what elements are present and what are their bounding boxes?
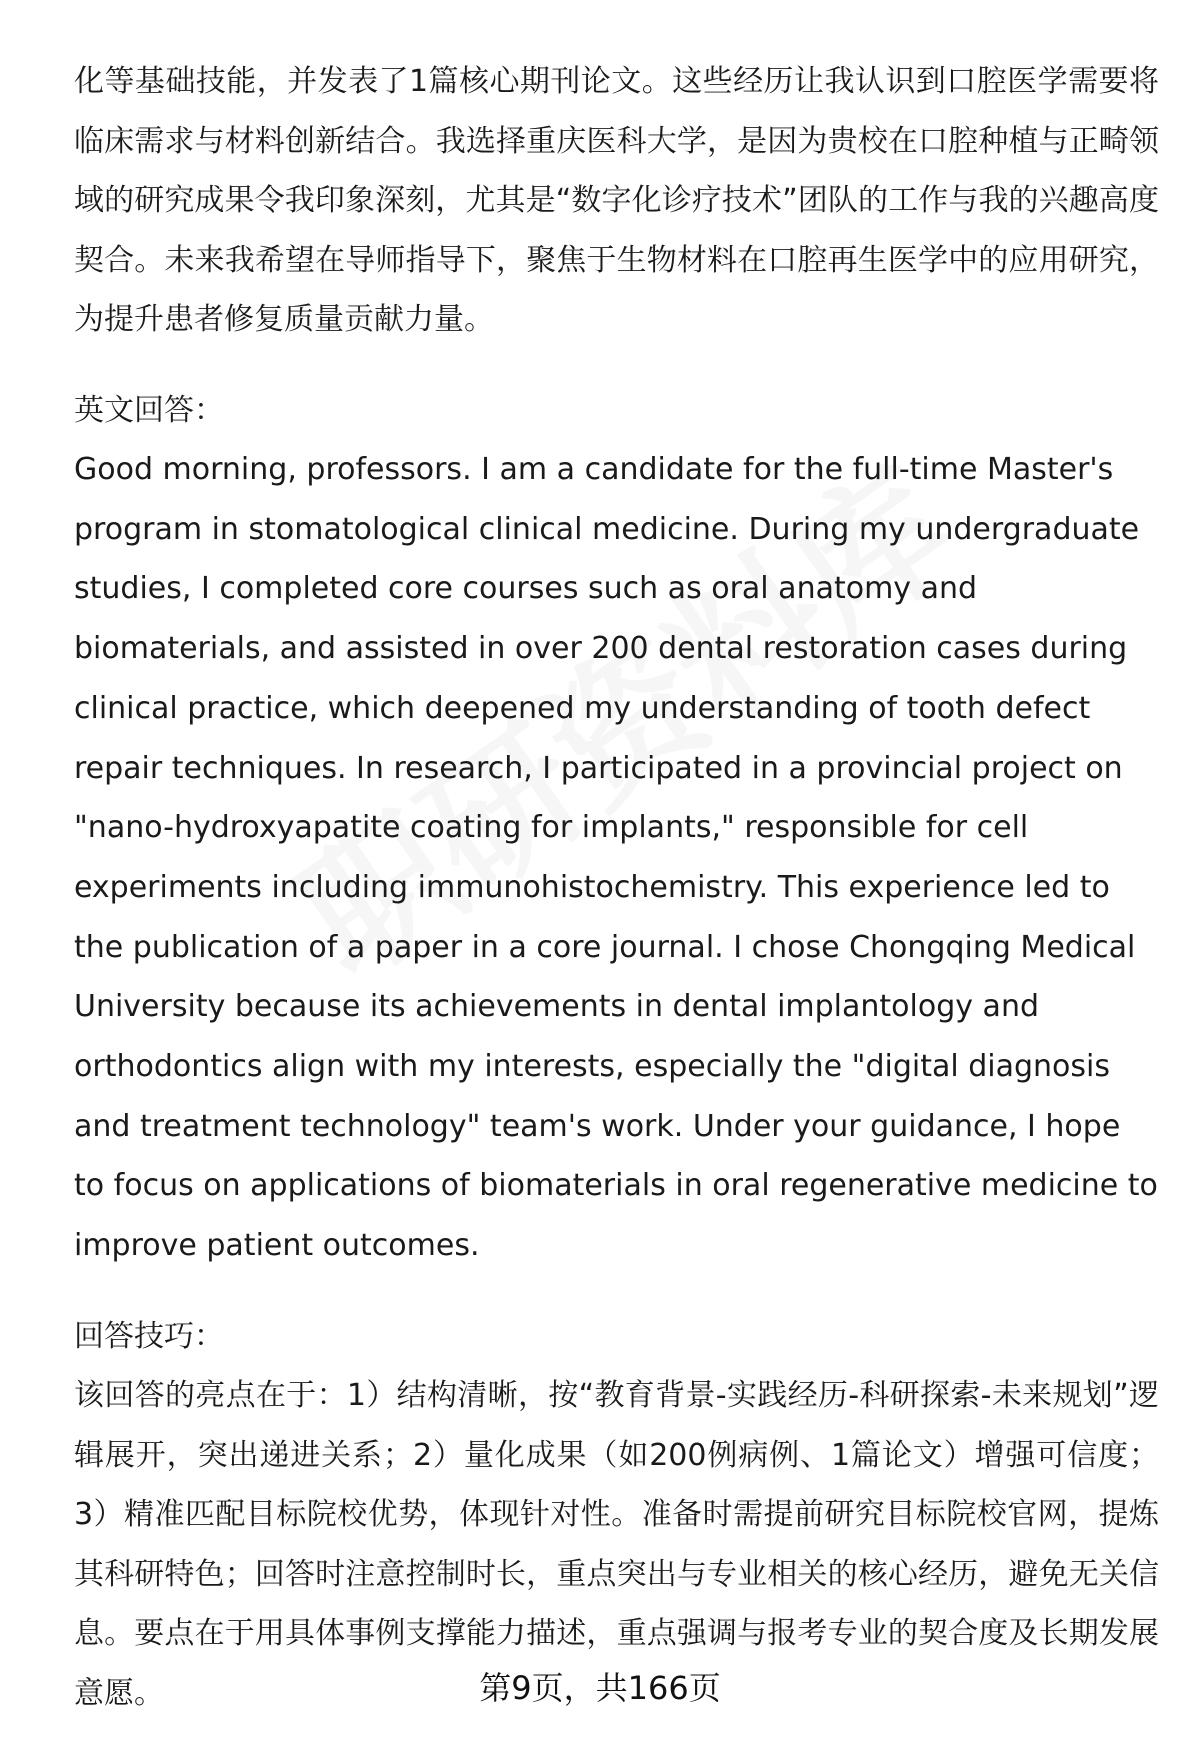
tips-heading: 回答技巧： (74, 1318, 224, 1354)
tips-paragraph: 该回答的亮点在于：1）结构清晰，按“教育背景-实践经历-科研探索-未来规划”逻辑展开，突出递进关系；2）量化成果（如200例病例、1篇论文）增强可信度；3）精准匹配目标院校优势，体现针对性。准备时需提前研究目标院校官网，提炼其科研特色；回答时注意控制时长，重点突出与专业相关的核心经历，避免无关信息。要点在于用具体事例支撑能力描述，重点强调与报考专业的契合度及长期发展意愿。 (74, 1378, 1159, 1711)
document-page (74, 52, 1159, 1723)
english-answer-paragraph: Good morning, professors. I am a candidate for the full-time Master's program in stomatological clinical medicine. During my undergraduate studies, I completed core courses such as oral anatomy and biomaterials, and assisted in over 200 dental restoration cases during clinical practice, which deepened my understanding of tooth defect repair techniques. In research, I participated in a provincial project on "nano-hydroxyapatite coating for implants," responsible for cell experiments including immunohistochemistry. This experience led to the publication of a paper in a core journal. I chose Chongqing Medical University because its achievements in dental implantology and orthodontics align with my interests, especially the "digital diagnosis and treatment technology" team's work. Under your guidance, I hope to focus on applications of biomaterials in oral regenerative medicine to improve patient outcomes. (74, 452, 1158, 1264)
page-number-footer: 第9页，共166页 (479, 1669, 721, 1707)
chinese-intro-paragraph: 化等基础技能，并发表了1篇核心期刊论文。这些经历让我认识到口腔医学需要将临床需求与材料创新结合。我选择重庆医科大学，是因为贵校在口腔种植与正畸领域的研究成果令我印象深刻，尤其是“数字化诊疗技术”团队的工作与我的兴趣高度契合。未来我希望在导师指导下，聚焦于生物材料在口腔再生医学中的应用研究，为提升患者修复质量贡献力量。 (74, 64, 1159, 337)
english-answer-heading: 英文回答： (74, 392, 224, 428)
